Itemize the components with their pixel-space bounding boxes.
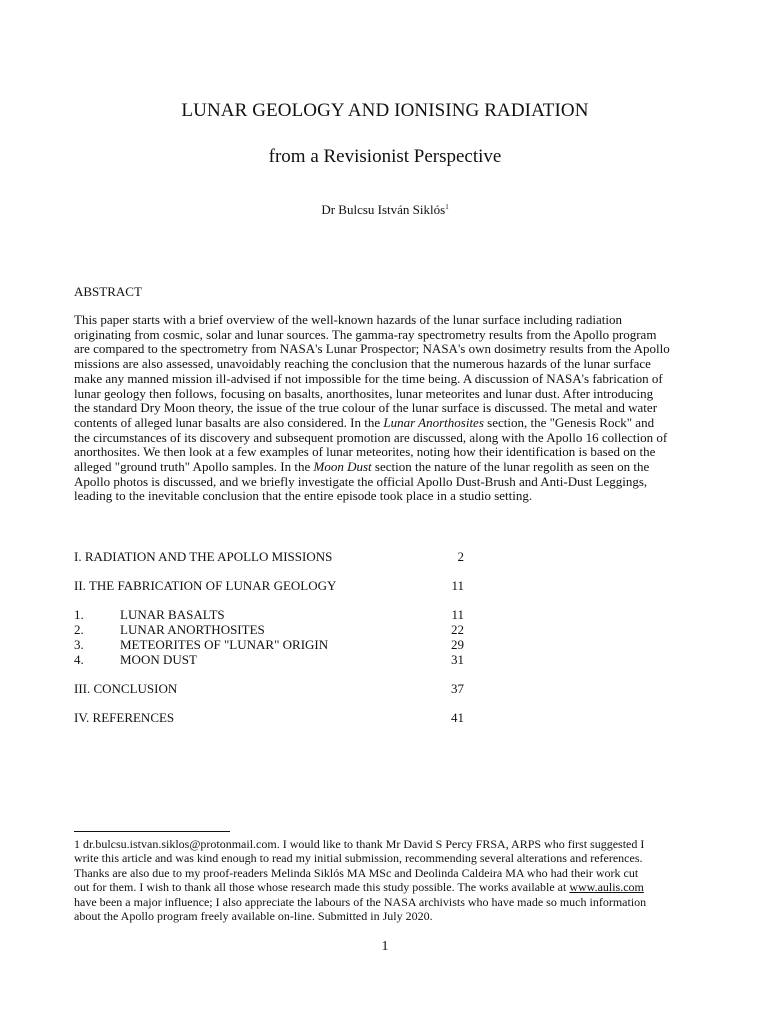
abstract-line: the standard Dry Moon theory, the issue of the true colour of the lunar surface is discussed. The metal and water [74,400,658,416]
toc-page-number: 31 [451,652,464,667]
toc-label: METEORITES OF "LUNAR" ORIGIN [120,637,329,652]
toc-page-number: 41 [451,710,464,725]
footnote-line: write this article and was kind enough to read my initial submission, recommending several alterations and references. [74,851,643,866]
table-of-contents [74,549,464,729]
footnote-line: 1 dr.bulcsu.istvan.siklos@protonmail.com. I would like to thank Mr David S Percy FRSA, ARPS who first suggested I [74,837,645,851]
footnote-line: Thanks are also due to my proof-readers Melinda Siklós MA MSc and Deolinda Caldeira MA who had their work cut [74,865,639,880]
author-line [0,202,770,218]
footnote-divider [74,831,230,832]
toc-sub-number: 1. [74,607,84,622]
toc-entry [74,710,464,725]
toc-sub-number: 3. [74,637,84,652]
toc-page-number: 37 [451,681,464,696]
toc-subentry [74,622,464,637]
aulis-link[interactable]: www.aulis.com [569,880,644,895]
footnote-text: out for them. I wish to thank all those whose research made this study possible. The works available at [74,880,570,895]
toc-subentry [74,607,464,622]
toc-page-number: 29 [451,637,464,652]
abstract-text: section, the "Genesis Rock" and [483,414,655,430]
abstract-line [74,416,702,431]
abstract-line: the circumstances of its discovery and subsequent promotion are discussed, along with the Apollo 16 collection of [74,429,668,445]
abstract-line [74,460,702,475]
toc-page-number: 2 [457,549,464,564]
author-name: Dr Bulcsu István Siklós [321,202,446,217]
abstract-body [74,313,702,504]
abstract-line: make any manned mission ill-advised if not impossible for the time being. A discussion of NASA's fabrication of [74,370,663,386]
footnote [74,837,696,923]
footnote-line: about the Apollo program freely available on-line. Submitted in July 2020. [74,909,433,924]
footnote-line: have been a major influence; I also appreciate the labours of the NASA archivists who have made so much information [74,894,647,909]
toc-subentry [74,652,464,667]
abstract-heading: ABSTRACT [74,284,142,299]
document-subtitle: from a Revisionist Perspective [268,146,502,167]
abstract-line: Apollo photos is discussed, and we briefly investigate the official Apollo Dust-Brush and Anti-Dust Leggings, [74,473,648,489]
abstract-line: are compared to the spectrometry from NASA's Lunar Prospector; NASA's own dosimetry results from the Apollo [74,341,670,357]
toc-subentry [74,637,464,652]
abstract-line: lunar geology then follows, focusing on basalts, anorthosites, lunar meteorites and lunar dust. After introducing [74,385,654,401]
toc-label: II. THE FABRICATION OF LUNAR GEOLOGY [74,578,337,593]
abstract-line: leading to the inevitable conclusion that the entire episode took place in a studio setting. [74,488,533,504]
toc-sub-number: 2. [74,622,84,637]
toc-label: MOON DUST [120,652,197,667]
toc-page-number: 22 [451,622,464,637]
toc-page-number: 11 [451,578,464,593]
toc-label: IV. REFERENCES [74,710,175,725]
toc-entry [74,578,464,593]
footnote-line [74,880,696,894]
toc-entry [74,681,464,696]
abstract-line: originating from cosmic, solar and lunar sources. The gamma-ray spectrometry results from the Apollo program [74,326,657,342]
abstract-emphasis: Moon Dust [313,459,372,475]
toc-sub-number: 4. [74,652,84,667]
page-number: 1 [381,939,389,954]
abstract-line: missions are also assessed, unavoidably reaching the conclusion that the numerous hazards of the lunar surface [74,356,651,372]
abstract-line: anorthosites. We then look at a few examples of lunar meteorites, noting how their identification is based on the [74,444,656,460]
abstract-emphasis: Lunar Anorthosites [383,414,484,430]
abstract-text: alleged "ground truth" Apollo samples. In the [74,459,314,475]
toc-label: LUNAR BASALTS [120,607,225,622]
toc-entry [74,549,464,564]
toc-label: I. RADIATION AND THE APOLLO MISSIONS [74,549,333,564]
abstract-line: This paper starts with a brief overview of the well-known hazards of the lunar surface including radiation [74,312,622,327]
toc-label: LUNAR ANORTHOSITES [120,622,265,637]
document-title: LUNAR GEOLOGY AND IONISING RADIATION [181,100,589,121]
author-footnote-marker: 1 [445,203,449,211]
abstract-text: section the nature of the lunar regolith as seen on the [371,459,650,475]
toc-page-number: 11 [451,607,464,622]
abstract-text: contents of alleged lunar basalts are also considered. In the [74,414,384,430]
toc-label: III. CONCLUSION [74,681,178,696]
